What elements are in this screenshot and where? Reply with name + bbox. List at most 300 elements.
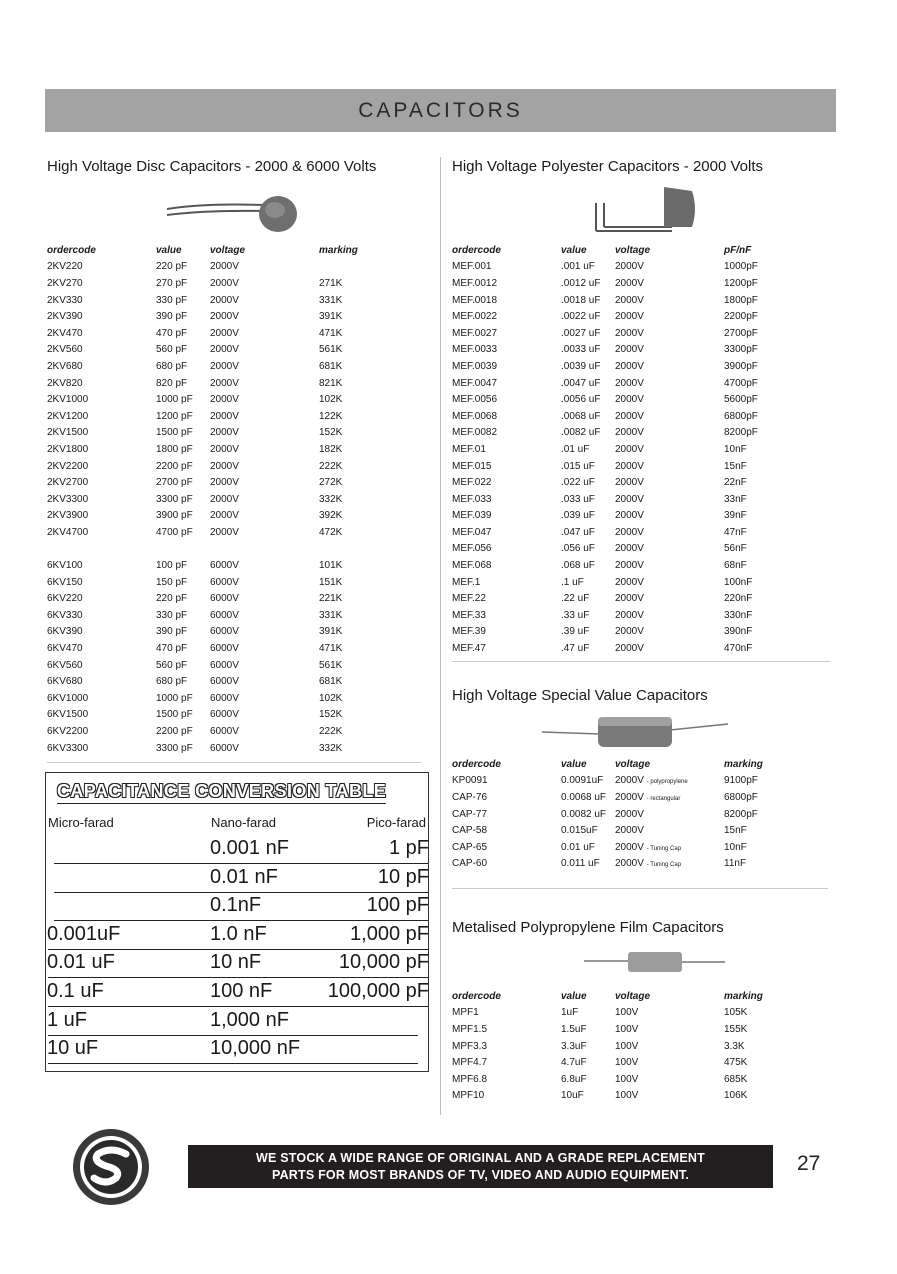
cell-voltage: 6000V <box>210 576 239 588</box>
table-row <box>452 375 794 392</box>
col-header-ordercode: ordercode <box>452 758 501 770</box>
footer-line-1: WE STOCK A WIDE RANGE OF ORIGINAL AND A GRADE REPLACEMENT <box>256 1150 705 1165</box>
table-row <box>452 806 794 823</box>
cell-ordercode: 2KV3300 <box>47 493 89 505</box>
cell-value: 270 pF <box>156 277 188 289</box>
cell-ordercode: 2KV680 <box>47 360 83 372</box>
cell-ordercode: 2KV330 <box>47 294 83 306</box>
cell-ordercode: 2KV1000 <box>47 394 89 406</box>
cell-marking: 15nF <box>724 460 747 472</box>
cell-ordercode: 2KV560 <box>47 344 83 356</box>
cell-ordercode: MEF.0039 <box>452 360 498 372</box>
cell-marking: 272K <box>319 477 343 489</box>
cell-ordercode: 2KV820 <box>47 377 83 389</box>
cell-ordercode: MPF1.5 <box>452 1023 488 1035</box>
cell-value: .39 uF <box>561 626 590 638</box>
cell-voltage-note: - rectangular <box>646 795 681 802</box>
cell-voltage <box>615 842 724 853</box>
cell-voltage-value: 2000V <box>615 808 644 820</box>
cell-voltage-note: - Tuning Cap <box>646 862 682 869</box>
cell-marking: 330nF <box>724 609 753 621</box>
cell-marking: 1800pF <box>724 294 758 306</box>
table-row <box>452 557 794 574</box>
cell-ordercode: CAP-60 <box>452 858 488 870</box>
cell-voltage: 6000V <box>210 626 239 638</box>
cell-marking: 100nF <box>724 576 753 588</box>
conversion-pico: 10 pF <box>377 865 429 888</box>
cell-value: 3.3uF <box>561 1040 587 1052</box>
cell-ordercode: MPF10 <box>452 1090 485 1102</box>
cell-ordercode: 2KV1200 <box>47 410 89 422</box>
cell-marking: 8200pF <box>724 808 758 820</box>
table-row <box>452 458 794 475</box>
col-header-value: value <box>561 758 587 770</box>
table-row <box>47 425 389 442</box>
table-row <box>452 358 794 375</box>
table-row <box>47 723 389 740</box>
cell-voltage: 2000V <box>210 493 239 505</box>
conversion-micro: 10 uF <box>47 1037 99 1060</box>
table-header-row <box>452 988 794 1005</box>
cell-value: .0068 uF <box>561 410 601 422</box>
cell-marking: 101K <box>319 560 343 572</box>
cell-ordercode: MPF4.7 <box>452 1057 488 1069</box>
cell-marking: 102K <box>319 692 343 704</box>
cell-marking: 471K <box>319 327 343 339</box>
cell-voltage: 2000V <box>615 477 644 489</box>
conversion-row <box>46 949 430 978</box>
divider <box>452 661 830 662</box>
table-row <box>47 557 389 574</box>
table-row <box>452 607 794 624</box>
cell-value: 2200 pF <box>156 460 193 472</box>
table-row <box>452 541 794 558</box>
cell-voltage: 6000V <box>210 692 239 704</box>
col-header-marking: marking <box>724 990 763 1002</box>
cell-marking: 391K <box>319 311 343 323</box>
special-capacitor-image <box>540 712 730 750</box>
table-header-row <box>452 756 794 773</box>
cell-value: 150 pF <box>156 576 188 588</box>
table-row <box>47 640 389 657</box>
table-row <box>452 425 794 442</box>
cell-voltage: 2000V <box>210 427 239 439</box>
cell-value: 330 pF <box>156 609 188 621</box>
cell-ordercode: MPF1 <box>452 1007 479 1019</box>
cell-ordercode: MEF.0033 <box>452 344 498 356</box>
table-row <box>452 773 794 790</box>
cell-voltage: 2000V <box>615 609 644 621</box>
cell-marking: 11nF <box>724 858 747 870</box>
cell-ordercode: MEF.047 <box>452 526 492 538</box>
table-header-row <box>47 242 389 259</box>
column-divider <box>440 157 441 1115</box>
table-row <box>47 524 389 541</box>
cell-value: 10uF <box>561 1090 584 1102</box>
cell-ordercode: MEF.0012 <box>452 277 498 289</box>
cell-value: .0012 uF <box>561 277 601 289</box>
cell-marking: 151K <box>319 576 343 588</box>
table-row <box>452 408 794 425</box>
cell-ordercode: MEF.39 <box>452 626 486 638</box>
table-row <box>452 1038 794 1055</box>
cell-ordercode: 2KV4700 <box>47 526 89 538</box>
cell-marking: 332K <box>319 742 343 754</box>
cell-marking: 22nF <box>724 477 747 489</box>
cell-value: 220 pF <box>156 261 188 273</box>
cell-ordercode: CAP-65 <box>452 841 488 853</box>
table-row <box>47 342 389 359</box>
conversion-row <box>46 892 430 921</box>
cell-voltage: 100V <box>615 1073 639 1085</box>
cell-voltage: 2000V <box>615 593 644 605</box>
cell-ordercode: 6KV220 <box>47 593 83 605</box>
col-header-ordercode: ordercode <box>452 990 501 1002</box>
col-header-ordercode: ordercode <box>452 244 501 256</box>
cell-value: .033 uF <box>561 493 595 505</box>
cell-marking: 331K <box>319 294 343 306</box>
cell-voltage: 2000V <box>210 327 239 339</box>
cell-voltage-value: 2000V <box>615 825 644 837</box>
table-row <box>47 292 389 309</box>
cell-marking: 56nF <box>724 543 747 555</box>
cell-value: .0056 uF <box>561 394 601 406</box>
cell-voltage: 2000V <box>615 327 644 339</box>
cell-value: 1800 pF <box>156 443 193 455</box>
table-row <box>452 342 794 359</box>
table-row <box>452 474 794 491</box>
divider <box>47 762 421 763</box>
cell-marking: 475K <box>724 1057 748 1069</box>
s-logo-icon <box>70 1126 152 1208</box>
cell-value: 0.0068 uF <box>561 791 607 803</box>
table-row <box>452 1021 794 1038</box>
cell-marking: 471K <box>319 643 343 655</box>
cell-marking: 222K <box>319 460 343 472</box>
page-number: 27 <box>797 1152 821 1175</box>
conversion-row <box>46 1007 430 1036</box>
cell-ordercode: CAP-77 <box>452 808 488 820</box>
cell-marking: 152K <box>319 709 343 721</box>
conversion-nano: 0.001 nF <box>210 837 289 859</box>
cell-marking: 221K <box>319 593 343 605</box>
table-row <box>452 789 794 806</box>
table-row <box>452 325 794 342</box>
table-row <box>47 590 389 607</box>
conversion-row <box>46 978 430 1007</box>
cell-marking: 102K <box>319 394 343 406</box>
cell-marking: 1000pF <box>724 261 758 273</box>
cell-value: 2700 pF <box>156 477 193 489</box>
conversion-pico: 1,000 pF <box>350 922 429 945</box>
conversion-header-micro: Micro-farad <box>48 815 114 830</box>
cell-voltage: 2000V <box>210 360 239 372</box>
cell-voltage: 6000V <box>210 726 239 738</box>
table-row <box>47 308 389 325</box>
cell-ordercode: MEF.0056 <box>452 394 498 406</box>
cell-marking: 2200pF <box>724 311 758 323</box>
conversion-row <box>46 835 430 864</box>
col-header-value: value <box>561 244 587 256</box>
page-title: CAPACITORS <box>358 98 523 122</box>
cell-voltage-note: - Tuning Cap <box>646 845 682 852</box>
col-header-value: value <box>156 244 182 256</box>
cell-voltage: 6000V <box>210 676 239 688</box>
cell-voltage: 6000V <box>210 742 239 754</box>
table-row <box>452 308 794 325</box>
cell-voltage: 6000V <box>210 609 239 621</box>
cell-voltage: 2000V <box>615 493 644 505</box>
cell-voltage: 2000V <box>210 394 239 406</box>
table-row <box>47 690 389 707</box>
cell-marking: 39nF <box>724 510 747 522</box>
cell-voltage: 2000V <box>615 377 644 389</box>
table-row <box>452 391 794 408</box>
cell-voltage: 2000V <box>615 543 644 555</box>
table-row <box>47 358 389 375</box>
mpf-table <box>452 988 794 1104</box>
cell-value: .056 uF <box>561 543 595 555</box>
col-header-voltage: voltage <box>615 990 651 1002</box>
conversion-micro: 0.001uF <box>47 922 121 945</box>
cell-ordercode: 2KV270 <box>47 277 83 289</box>
footer-banner <box>188 1145 773 1188</box>
cell-marking: 472K <box>319 526 343 538</box>
cell-ordercode: MEF.001 <box>452 261 492 273</box>
cell-value: .0027 uF <box>561 327 601 339</box>
cell-marking: 155K <box>724 1023 748 1035</box>
table-row <box>452 590 794 607</box>
cell-value: 0.0091uF <box>561 775 604 787</box>
conversion-nano: 0.01 nF <box>210 865 278 888</box>
cell-voltage: 2000V <box>615 277 644 289</box>
cell-marking: 561K <box>319 659 343 671</box>
cell-voltage: 2000V <box>210 311 239 323</box>
conversion-nano: 1.0 nF <box>210 922 267 945</box>
cell-value: 4.7uF <box>561 1057 587 1069</box>
cell-voltage: 2000V <box>210 477 239 489</box>
cell-value: 390 pF <box>156 311 188 323</box>
cell-ordercode: 2KV2200 <box>47 460 89 472</box>
cell-marking: 152K <box>319 427 343 439</box>
cell-ordercode: MEF.33 <box>452 609 486 621</box>
table-row <box>452 259 794 276</box>
table-row <box>452 624 794 641</box>
conversion-nano: 0.1nF <box>210 894 262 917</box>
cell-value: 680 pF <box>156 676 188 688</box>
cell-value: .022 uF <box>561 477 595 489</box>
cell-voltage: 2000V <box>210 261 239 273</box>
cell-voltage: 6000V <box>210 593 239 605</box>
cell-ordercode: 2KV2700 <box>47 477 89 489</box>
conversion-nano: 100 nF <box>210 980 273 1002</box>
disc-table <box>47 242 389 756</box>
cell-voltage: 2000V <box>210 294 239 306</box>
col-header-ordercode: ordercode <box>47 244 96 256</box>
cell-value: 0.011 uF <box>561 858 600 870</box>
cell-voltage-value: 2000V <box>615 858 644 870</box>
page-title-banner <box>45 89 836 132</box>
table-row <box>47 607 389 624</box>
table-row <box>452 1054 794 1071</box>
table-row <box>452 292 794 309</box>
cell-voltage: 2000V <box>210 510 239 522</box>
cell-voltage: 2000V <box>615 394 644 406</box>
cell-marking: 331K <box>319 609 343 621</box>
cell-voltage: 2000V <box>615 311 644 323</box>
table-row <box>47 740 389 757</box>
conversion-header-pico: Pico-farad <box>366 815 426 830</box>
cell-value: 560 pF <box>156 659 188 671</box>
cell-ordercode: 6KV100 <box>47 560 83 572</box>
table-row <box>47 391 389 408</box>
cell-marking: 15nF <box>724 825 747 837</box>
cell-value: 0.015uF <box>561 825 598 837</box>
cell-value: 1000 pF <box>156 394 193 406</box>
cell-marking: 33nF <box>724 493 747 505</box>
cell-ordercode: MEF.0047 <box>452 377 498 389</box>
cell-voltage: 2000V <box>615 261 644 273</box>
cell-ordercode: MEF.056 <box>452 543 492 555</box>
cell-value: .039 uF <box>561 510 595 522</box>
cell-marking: 3.3K <box>724 1040 745 1052</box>
conversion-pico: 100,000 pF <box>327 980 429 1002</box>
cell-marking: 8200pF <box>724 427 758 439</box>
table-row <box>47 259 389 276</box>
cell-voltage: 6000V <box>210 643 239 655</box>
cell-ordercode: MEF.039 <box>452 510 492 522</box>
cell-marking: 5600pF <box>724 394 758 406</box>
cell-ordercode: MEF.22 <box>452 593 486 605</box>
cell-ordercode: 6KV390 <box>47 626 83 638</box>
cell-value: 2200 pF <box>156 726 193 738</box>
table-row <box>452 275 794 292</box>
cell-marking: 681K <box>319 676 343 688</box>
cell-marking: 220nF <box>724 593 753 605</box>
cell-marking: 390nF <box>724 626 753 638</box>
cell-ordercode: MEF.033 <box>452 493 492 505</box>
cell-value: 560 pF <box>156 344 188 356</box>
cell-voltage-value: 2000V <box>615 791 644 803</box>
special-table <box>452 756 794 872</box>
table-row <box>452 508 794 525</box>
table-row <box>452 491 794 508</box>
cell-marking: 47nF <box>724 526 747 538</box>
cell-marking: 4700pF <box>724 377 758 389</box>
cell-marking: 10nF <box>724 841 747 853</box>
cell-value: .33 uF <box>561 609 590 621</box>
cell-value: .015 uF <box>561 460 595 472</box>
cell-value: 470 pF <box>156 643 188 655</box>
cell-value: .068 uF <box>561 560 595 572</box>
cell-value: 470 pF <box>156 327 188 339</box>
mpf-section-title: Metalised Polypropylene Film Capacitors <box>452 919 724 936</box>
cell-voltage: 2000V <box>615 510 644 522</box>
polyester-capacitor-image <box>592 183 702 235</box>
cell-ordercode: 6KV1000 <box>47 692 89 704</box>
table-row <box>47 707 389 724</box>
table-row <box>452 640 794 657</box>
cell-voltage: 2000V <box>615 294 644 306</box>
table-row <box>47 508 389 525</box>
cell-voltage: 2000V <box>615 560 644 572</box>
col-header-voltage: voltage <box>615 758 651 770</box>
row-rule <box>48 1063 418 1064</box>
cell-voltage: 100V <box>615 1040 639 1052</box>
conversion-table-title: CAPACITANCE CONVERSION TABLE <box>57 781 387 801</box>
cell-voltage <box>615 809 724 820</box>
cell-ordercode: 6KV560 <box>47 659 83 671</box>
cell-ordercode: MPF3.3 <box>452 1040 488 1052</box>
cell-marking: 106K <box>724 1090 748 1102</box>
cell-voltage-value: 2000V <box>615 841 644 853</box>
polyester-section-title: High Voltage Polyester Capacitors - 2000 Volts <box>452 158 764 175</box>
cell-voltage: 2000V <box>615 643 644 655</box>
cell-value: 1200 pF <box>156 410 193 422</box>
cell-marking: 6800pF <box>724 791 758 803</box>
cell-voltage: 2000V <box>210 460 239 472</box>
cell-value: 1000 pF <box>156 692 193 704</box>
cell-voltage-note: - polypropylene <box>646 779 688 786</box>
cell-ordercode: MEF.0082 <box>452 427 498 439</box>
cell-marking: 68nF <box>724 560 747 572</box>
table-row <box>452 822 794 839</box>
table-row <box>452 1088 794 1105</box>
cell-voltage: 100V <box>615 1023 639 1035</box>
conversion-table <box>45 772 429 1072</box>
cell-voltage: 100V <box>615 1007 639 1019</box>
cell-ordercode: CAP-58 <box>452 825 488 837</box>
cell-ordercode: 2KV220 <box>47 261 83 273</box>
cell-ordercode: MEF.1 <box>452 576 481 588</box>
polyester-table <box>452 242 794 657</box>
cell-value: .22 uF <box>561 593 590 605</box>
cell-value: 1500 pF <box>156 709 193 721</box>
cell-marking: 392K <box>319 510 343 522</box>
cell-voltage: 6000V <box>210 560 239 572</box>
cell-value: .47 uF <box>561 643 590 655</box>
table-row <box>47 474 389 491</box>
special-section-title: High Voltage Special Value Capacitors <box>452 687 708 704</box>
table-row <box>47 624 389 641</box>
cell-marking: 685K <box>724 1073 748 1085</box>
cell-value: 3300 pF <box>156 742 193 754</box>
cell-voltage: 2000V <box>210 526 239 538</box>
cell-voltage: 6000V <box>210 709 239 721</box>
cell-value: .0039 uF <box>561 360 601 372</box>
cell-ordercode: 6KV470 <box>47 643 83 655</box>
footer-line-2: PARTS FOR MOST BRANDS OF TV, VIDEO AND AUDIO EQUIPMENT. <box>271 1167 690 1182</box>
cell-value: 100 pF <box>156 560 188 572</box>
cell-value: 220 pF <box>156 593 188 605</box>
table-row <box>47 673 389 690</box>
cell-ordercode: 6KV3300 <box>47 742 89 754</box>
cell-ordercode: 6KV1500 <box>47 709 89 721</box>
table-row <box>47 375 389 392</box>
cell-ordercode: MEF.015 <box>452 460 492 472</box>
cell-voltage: 2000V <box>615 360 644 372</box>
cell-ordercode: CAP-76 <box>452 791 488 803</box>
cell-value: 0.01 uF <box>561 841 595 853</box>
table-row <box>47 325 389 342</box>
table-row <box>452 524 794 541</box>
cell-voltage: 2000V <box>210 377 239 389</box>
table-row <box>47 441 389 458</box>
table-row <box>47 275 389 292</box>
cell-ordercode: MEF.0027 <box>452 327 498 339</box>
table-row <box>47 458 389 475</box>
cell-value: 6.8uF <box>561 1073 587 1085</box>
